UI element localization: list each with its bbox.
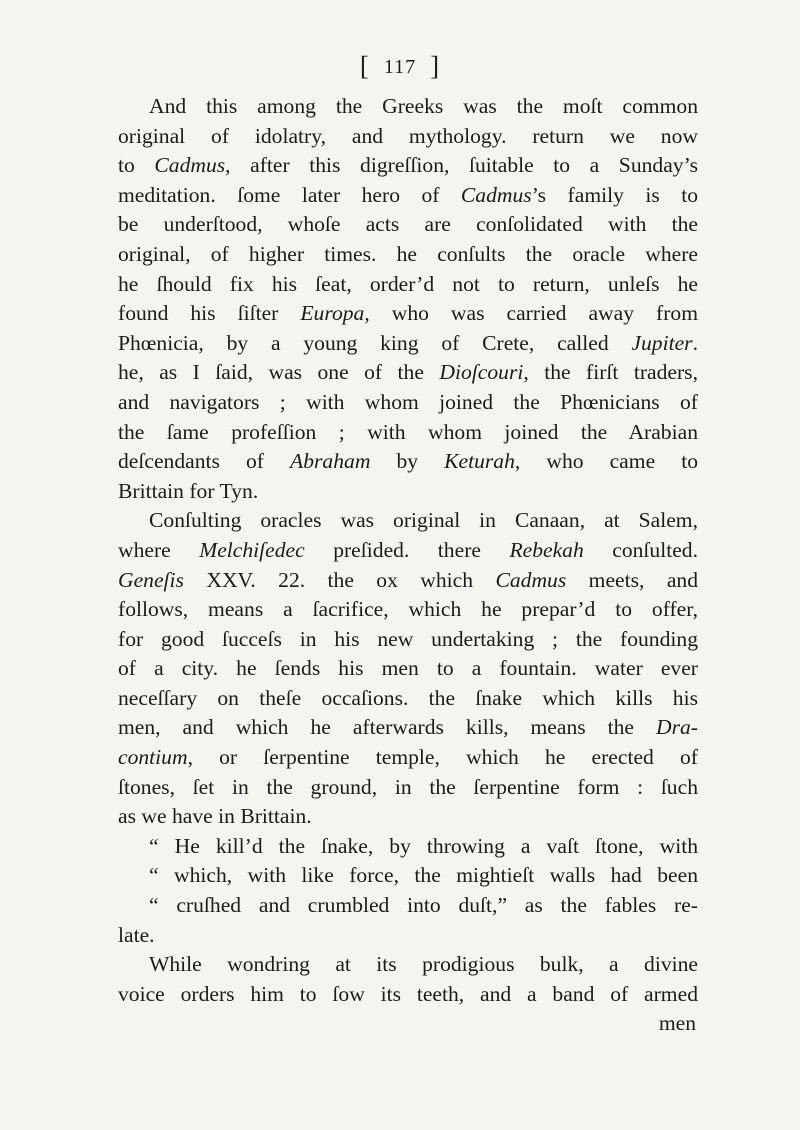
page-header xyxy=(0,50,800,85)
text-run: Conſulting oracles was original in Canaan, at Salem, xyxy=(149,508,698,533)
text-run: late. xyxy=(118,922,155,947)
text-line xyxy=(118,595,698,625)
text-run: follows, means a ſacrifice, which he prepar’d to offer, xyxy=(118,597,698,622)
text-line xyxy=(118,713,698,743)
text-line xyxy=(118,418,698,448)
text-run: “ cruſhed and crumbled into duſt,” as the fables re- xyxy=(149,893,698,918)
text-run: , who was carried away from xyxy=(364,301,698,326)
text-run: where xyxy=(118,537,200,562)
text-line xyxy=(118,358,698,388)
text-line xyxy=(118,477,698,507)
text-line xyxy=(118,329,698,359)
text-run: by xyxy=(370,449,445,474)
italic-run: Abraham xyxy=(290,449,371,474)
text-run: he, as I ſaid, was one of the xyxy=(118,360,440,385)
body-text xyxy=(118,92,698,1039)
italic-run: contium xyxy=(118,745,188,770)
close-bracket: ] xyxy=(430,51,441,81)
text-line xyxy=(118,506,698,536)
text-run: conſulted. xyxy=(583,537,698,562)
text-line xyxy=(118,536,698,566)
text-run: , who came to xyxy=(514,449,698,474)
italic-run: Dra- xyxy=(656,715,698,740)
text-run: of a city. he ſends his men to a fountain. water ever xyxy=(118,656,698,681)
italic-run: Geneſis xyxy=(118,567,184,592)
text-line xyxy=(118,122,698,152)
page-number: 117 xyxy=(383,56,417,78)
text-run: to xyxy=(118,153,155,178)
text-run: as we have in Brittain. xyxy=(118,804,312,829)
text-run: men xyxy=(658,1011,696,1036)
text-line xyxy=(118,1009,698,1039)
text-run: . xyxy=(692,330,698,355)
text-run: XXV. 22. the ox which xyxy=(183,567,496,592)
text-run: , or ſerpentine temple, which he erected of xyxy=(187,745,698,770)
text-run: he ſhould fix his ſeat, order’d not to return, unleſs he xyxy=(118,271,698,296)
text-line xyxy=(118,891,698,921)
text-line xyxy=(118,654,698,684)
text-line xyxy=(118,684,698,714)
italic-run: Cadmus xyxy=(154,153,226,178)
text-run: meets, and xyxy=(566,567,698,592)
text-line xyxy=(118,773,698,803)
text-run: meditation. ſome later hero of xyxy=(118,182,461,207)
text-run: neceſſary on theſe occaſions. the ſnake which kills his xyxy=(118,685,698,710)
text-line xyxy=(118,566,698,596)
text-run: preſided. there xyxy=(304,537,510,562)
italic-run: Dioſcouri xyxy=(439,360,524,385)
text-line xyxy=(118,980,698,1010)
text-run: ’s family is to xyxy=(531,182,698,207)
text-line xyxy=(118,210,698,240)
text-run: While wondring at its prodigious bulk, a divine xyxy=(149,952,698,977)
text-run: original of idolatry, and mythology. return we now xyxy=(118,123,698,148)
italic-run: Jupiter xyxy=(631,330,693,355)
text-run: deſcendants of xyxy=(118,449,291,474)
text-run: “ He kill’d the ſnake, by throwing a vaſt ſtone, with xyxy=(149,833,698,858)
text-line xyxy=(118,299,698,329)
text-line xyxy=(118,921,698,951)
text-line xyxy=(118,240,698,270)
text-line xyxy=(118,270,698,300)
text-line xyxy=(118,151,698,181)
text-line xyxy=(118,625,698,655)
text-run: , the firſt traders, xyxy=(523,360,698,385)
text-run: “ which, with like force, the mightieſt walls had been xyxy=(149,863,698,888)
text-line xyxy=(118,861,698,891)
text-run: Phœnicia, by a young king of Crete, called xyxy=(118,330,632,355)
italic-run: Melchiſedec xyxy=(199,537,305,562)
text-line xyxy=(118,181,698,211)
italic-run: Rebekah xyxy=(509,537,584,562)
italic-run: Keturah xyxy=(444,449,515,474)
text-run: ſtones, ſet in the ground, in the ſerpentine form : ſuch xyxy=(118,774,698,799)
text-run: Brittain for Tyn. xyxy=(118,478,259,503)
text-line xyxy=(118,802,698,832)
text-run: original, of higher times. he conſults the oracle where xyxy=(118,241,698,266)
text-run: the ſame profeſſion ; with whom joined the Arabian xyxy=(118,419,698,444)
text-run: And this among the Greeks was the moſt common xyxy=(149,94,698,118)
text-line xyxy=(118,743,698,773)
text-run: found his ſiſter xyxy=(118,301,301,326)
text-run: , after this digreſſion, ſuitable to a Sunday’s xyxy=(225,153,698,178)
text-line xyxy=(118,950,698,980)
text-line xyxy=(118,832,698,862)
text-run: men, and which he afterwards kills, means the xyxy=(118,715,656,740)
text-line xyxy=(118,92,698,122)
text-run: for good ſucceſs in his new undertaking ; the founding xyxy=(118,626,698,651)
text-line xyxy=(118,447,698,477)
text-run: be underſtood, whoſe acts are conſolidated with the xyxy=(118,212,698,237)
text-run: and navigators ; with whom joined the Phœnicians of xyxy=(118,389,698,414)
open-bracket: [ xyxy=(359,51,370,81)
italic-run: Cadmus xyxy=(495,567,567,592)
text-line xyxy=(118,388,698,418)
text-run: voice orders him to ſow its teeth, and a band of armed xyxy=(118,981,698,1006)
italic-run: Cadmus xyxy=(460,182,532,207)
italic-run: Europa xyxy=(300,301,365,326)
